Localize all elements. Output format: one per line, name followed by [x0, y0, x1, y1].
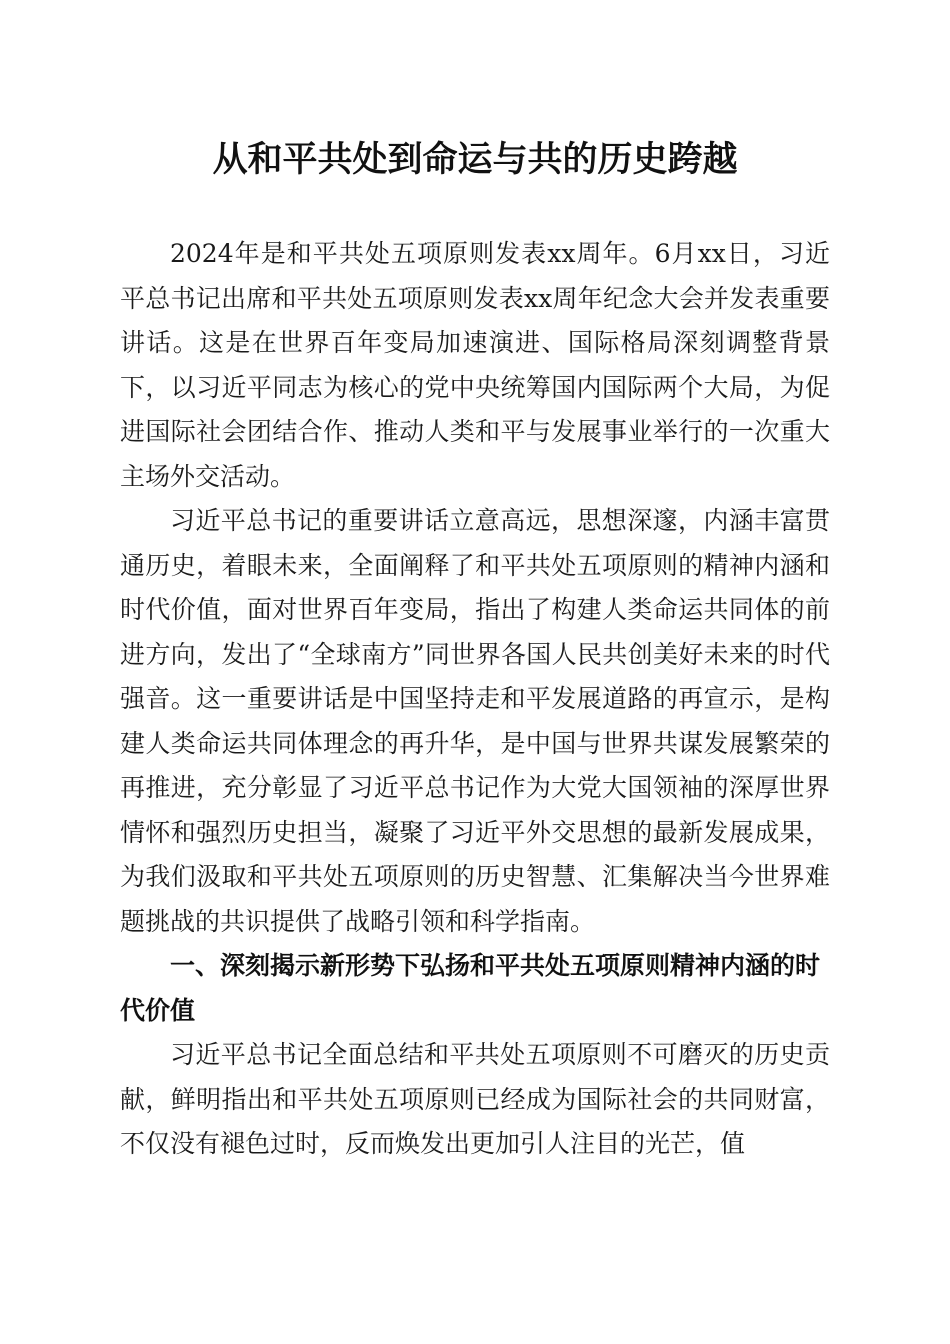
document-body — [120, 232, 830, 1167]
section-heading: 一、深刻揭示新形势下弘扬和平共处五项原则精神内涵的时代价值 — [120, 951, 821, 1025]
paragraph-section-one: 习近平总书记全面总结和平共处五项原则不可磨灭的历史贡献，鲜明指出和平共处五项原则已经成为国际社会的共同财富，不仅没有褪色过时，反而焕发出更加引人注目的光芒，值 — [120, 1040, 830, 1158]
paragraph-speech-significance: 习近平总书记的重要讲话立意高远，思想深邃，内涵丰富贯通历史，着眼未来，全面阐释了和平共处五项原则的精神内涵和时代价值，面对世界百年变局，指出了构建人类命运共同体的前进方向，发出了“全球南方”同世界各国人民共创美好未来的时代强音。这一重要讲话是中国坚持走和平发展道路的再宣示，是构建人类命运共同体理念的再升华，是中国与世界共谋发展繁荣的再推进，充分彰显了习近平总书记作为大党大国领袖的深厚世界情怀和强烈历史担当，凝聚了习近平外交思想的最新发展成果，为我们汲取和平共处五项原则的历史智慧、汇集解决当今世界难题挑战的共识提供了战略引领和科学指南。 — [120, 506, 830, 936]
document-title: 从和平共处到命运与共的历史跨越 — [212, 139, 738, 180]
paragraph-intro: 2024年是和平共处五项原则发表xx周年。6月xx日，习近平总书记出席和平共处五项原则发表xx周年纪念大会并发表重要讲话。这是在世界百年变局加速演进、国际格局深刻调整背景下，以习近平同志为核心的党中央统筹国内国际两个大局，为促进国际社会团结合作、推动人类和平与发展事业举行的一次重大主场外交活动。 — [120, 239, 830, 491]
